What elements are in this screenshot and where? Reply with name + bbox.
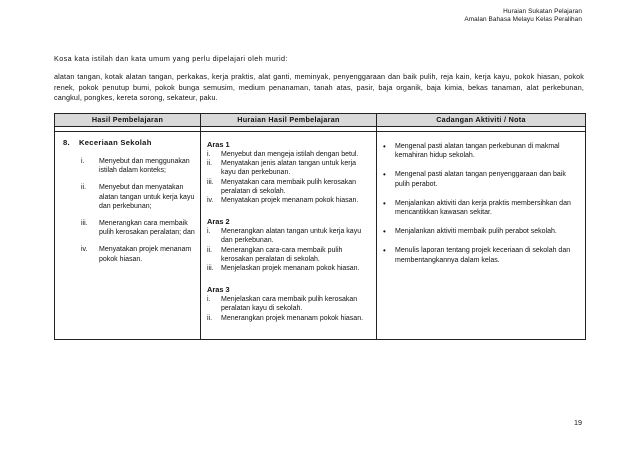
bullet-icon: • [383,227,386,237]
list-item: i. Menyebut dan menggunakan istilah dalam konteks; [81,158,190,175]
list-item: iii. Menerangkan cara membaik pulih kerosakan peralatan; dan [81,220,195,237]
header-huraian: Huraian Hasil Pembelajaran [201,114,377,127]
list-item: i. Menyebut dan mengeja istilah dengan betul. [207,151,359,158]
list-item: ii. Menyebut dan menyatakan alatan tangan untuk kerja kayu dan perkebunan; [81,184,195,210]
list-item: • Menulis laporan tentang projek keceriaan di sekolah dan membentangkannya dalam kelas. [383,246,571,264]
level-2-title: Aras 2 [207,217,230,227]
description-cell [201,132,377,340]
level-3-title: Aras 3 [207,285,230,295]
activities-cell [377,132,586,340]
level-2-list [207,227,372,273]
activity-list [383,142,581,265]
vocabulary-heading: Kosa kata istilah dan kata umum yang perlu dipelajari oleh murid: [54,54,288,63]
outcome-list [63,157,196,264]
document-header [464,8,582,24]
bullet-icon: • [383,142,386,151]
table-row [55,132,586,340]
list-item: iii. Menyatakan cara membaik pulih kerosakan peralatan di sekolah. [207,178,357,195]
bullet-icon: • [383,246,386,256]
syllabus-table [54,113,586,340]
level-1-title: Aras 1 [207,140,230,149]
bullet-icon: • [383,170,386,180]
level-1-list [207,150,372,205]
list-item: iv. Menyatakan projek menanam pokok hiasan. [207,197,359,205]
vocabulary-list: alatan tangan, kotak alatan tangan, perkakas, kerja praktis, alat ganti, meminyak, penyenggaraan dan baik pulih, reja kain, kerja kayu, pokok hiasan, pokok renek, pokok penutup bumi, pokok bunga semusim, medium penanaman, tanah atas, pasir, baja organik, baja kimia, bekas tanaman, alat perkebunan, cangkul, pongkes, kereta sorong, sekateur, paku. [54,72,584,102]
list-item: i. Menerangkan alatan tangan untuk kerja kayu dan perkebunan. [207,228,362,245]
list-item: • Mengenal pasti alatan tangan penyenggaraan dan baik pulih perabot. [383,170,566,188]
list-item: iii. Menjelaskan projek menanam pokok hiasan. [207,265,360,273]
topic-number: 8. [63,138,70,147]
list-item: ii. Menerangkan cara-cara membaik pulih kerosakan peralatan di sekolah. [207,246,343,263]
list-item: • Menjalankan aktiviti dan kerja praktis membersihkan dan mencantikkan kawasan sekitar. [383,198,571,217]
list-item: • Menjalankan aktiviti membaik pulih perabot sekolah. [383,227,557,237]
header-hasil-pembelajaran: Hasil Pembelajaran [55,114,201,127]
bullet-icon: • [383,198,386,208]
topic-heading [63,138,196,147]
list-item: • Mengenal pasti alatan tangan perkebunan di makmal kemahiran hidup sekolah. [383,142,560,160]
header-subtitle: Amalan Bahasa Melayu Kelas Peralihan [464,16,582,23]
list-item: iv. Menyatakan projek menanam pokok hiasan. [81,246,192,263]
topic-title: Keceriaan Sekolah [79,138,152,147]
header-title: Huraian Sukatan Pelajaran [503,8,582,15]
list-item: i. Menjelaskan cara membaik pulih kerosakan peralatan kayu di sekolah. [207,296,358,313]
learning-outcomes-cell [55,132,201,340]
list-item: ii. Menyatakan jenis alatan tangan untuk kerja kayu dan perkebunan. [207,160,357,177]
level-3-list [207,295,372,323]
page-number: 19 [574,418,582,427]
table-header-row [55,114,586,127]
list-item: ii. Menerangkan projek menanam pokok hiasan. [207,314,364,322]
header-cadangan-aktiviti: Cadangan Aktiviti / Nota [377,114,586,127]
